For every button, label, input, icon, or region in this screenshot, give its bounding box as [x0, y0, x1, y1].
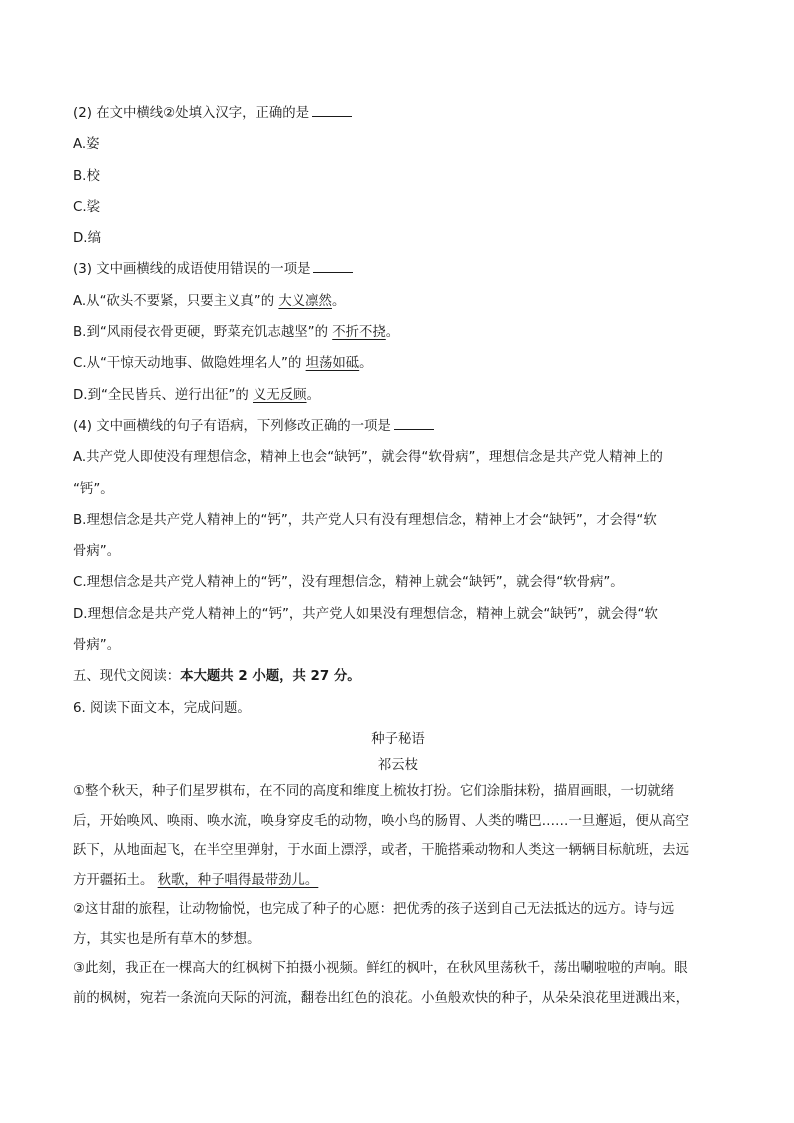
q4-option-c-line1: C.理想信念是共产党人精神上的“钙”，没有理想信念，精神上就会“缺钙”，就会得“软骨病”。 [73, 575, 624, 591]
option-suffix: 。 [306, 387, 320, 403]
section-label: 五、现代文阅读： [73, 669, 181, 685]
paragraph-3-line-2: 前的枫树，宛若一条流向天际的河流，翻卷出红色的浪花。小鱼般欢快的种子，从朵朵浪花里迸溅出来， [73, 990, 689, 1006]
paragraph-1-line-4 [73, 866, 723, 896]
q2-option-a: A.姿 [73, 137, 100, 153]
underlined-idiom: 义无反顾 [253, 387, 307, 403]
paragraph-1-line-2: 后，开始唤风、唤雨、唤水流，唤身穿皮毛的动物，唤小鸟的肠胃、人类的嘴巴……一旦邂逅，便从高空 [73, 813, 689, 829]
q2-option-c: C.裟 [73, 199, 100, 215]
paragraph-2-line-2: 方，其实也是所有草木的梦想。 [73, 931, 261, 947]
option-text: D.到“全民皆兵、逆行出征”的 [73, 387, 253, 403]
q4-stem-text: (4) 文中画横线的句子有语病，下列修改正确的一项是 [73, 418, 391, 434]
q4-stem [73, 411, 723, 442]
answer-blank [312, 102, 352, 117]
q2-option-b: B.校 [73, 168, 100, 184]
underlined-idiom: 大义凛然 [278, 293, 332, 309]
q3-stem [73, 254, 723, 285]
q4-option-b-line1: B.理想信念是共产党人精神上的“钙”，共产党人只有没有理想信念，精神上才会“缺钙”，才会得“软 [73, 512, 657, 528]
q3-option-b [73, 317, 723, 348]
underlined-idiom: 坦荡如砥 [305, 356, 360, 372]
article-author: 祁云枝 [377, 758, 419, 774]
answer-blank [394, 415, 434, 430]
option-suffix: 。 [359, 356, 373, 372]
exam-page [73, 98, 723, 1013]
article-title: 种子秘语 [371, 731, 425, 747]
option-text: B.到“风雨侵衣骨更硬，野菜充饥志越坚”的 [73, 325, 333, 341]
option-suffix: 。 [331, 293, 346, 309]
q2-option-d: D.缟 [73, 231, 101, 247]
q3-option-a [73, 286, 723, 317]
option-text: A.从“砍头不要紧，只要主义真”的 [73, 293, 279, 309]
q2-stem [73, 98, 723, 129]
q6-stem: 6. 阅读下面文本，完成问题。 [73, 700, 251, 716]
q4-option-a-line2: “钙”。 [73, 481, 114, 497]
paragraph-1-line-3: 跃下，从地面起飞，在半空里弹射，于水面上漂浮，或者，干脆搭乘动物和人类这一辆辆目标航班，去远 [73, 843, 689, 859]
q4-option-d-line1: D.理想信念是共产党人精神上的“钙”，共产党人如果没有理想信念，精神上就会“缺钙”，就会得“软 [73, 606, 658, 622]
section-heading [73, 661, 723, 692]
q3-option-c [73, 348, 723, 379]
q3-stem-text: (3) 文中画横线的成语使用错误的一项是 [73, 262, 311, 278]
q3-option-d [73, 380, 723, 411]
section-detail: 本大题共 2 小题，共 27 分。 [180, 669, 361, 685]
underlined-idiom: 不折不挠 [332, 325, 386, 341]
q4-option-a-line1: A.共产党人即使没有理想信念，精神上也会“缺钙”，就会得“软骨病”，理想信念是共产党人精神上的 [73, 450, 663, 466]
paragraph-2-line-1: ②这甘甜的旅程，让动物愉悦，也完成了种子的心愿：把优秀的孩子送到自己无法抵达的远方。诗与远 [73, 902, 675, 918]
q4-option-d-line2: 骨病”。 [73, 638, 121, 654]
paragraph-1-line-1: ①整个秋天，种子们星罗棋布，在不同的高度和维度上梳妆打扮。它们涂脂抹粉，描眉画眼，一切就绪 [73, 784, 675, 800]
option-suffix: 。 [385, 325, 400, 341]
paragraph-3-line-1: ③此刻，我正在一棵高大的红枫树下拍摄小视频。鲜红的枫叶，在秋风里荡秋千，荡出唰啦啦的声响。眼 [73, 961, 688, 977]
answer-blank [313, 258, 353, 273]
q4-option-b-line2: 骨病”。 [73, 544, 121, 560]
paragraph-text: 方开疆拓土。 [73, 872, 158, 888]
option-text: C.从“干惊天动地事、做隐姓埋名人”的 [73, 356, 306, 372]
underlined-sentence: 秋歌，种子唱得最带劲儿。 [157, 872, 319, 888]
q2-stem-text: (2) 在文中横线②处填入汉字，正确的是 [73, 106, 310, 121]
